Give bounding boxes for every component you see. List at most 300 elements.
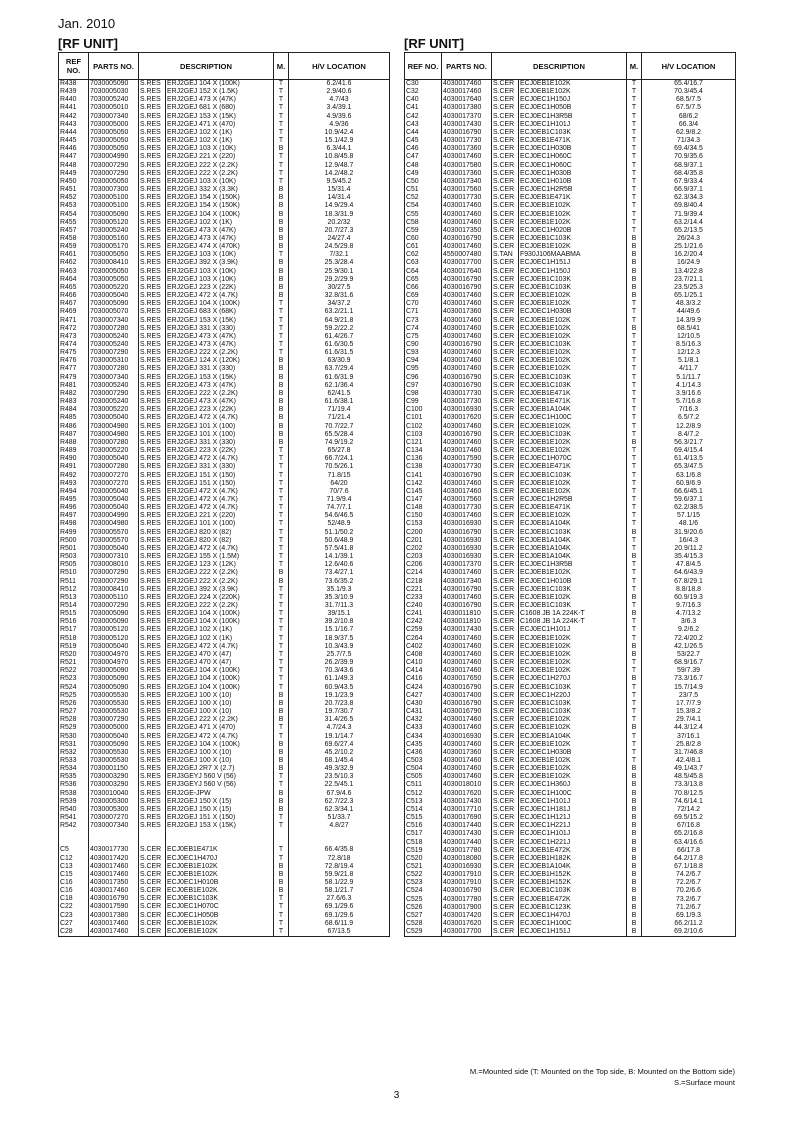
hv-location: 60.9/6.9 xyxy=(642,480,736,488)
parts-no: 4030017460 xyxy=(442,317,492,325)
hv-location: 32.8/31.6 xyxy=(289,292,390,300)
parts-no: 7030008010 xyxy=(89,561,139,569)
mount-side: B xyxy=(274,284,289,292)
mount-side: T xyxy=(627,480,642,488)
table-row xyxy=(405,341,736,349)
mount-side: T xyxy=(627,692,642,700)
ref-no: C74 xyxy=(405,325,442,333)
ref-no: C58 xyxy=(405,219,442,227)
description: ERJ2GEJ 151 X (150) xyxy=(166,472,274,480)
parts-no: 4030017460 xyxy=(442,724,492,732)
parts-no: 7030007290 xyxy=(89,170,139,178)
ref-no: C141 xyxy=(405,472,442,480)
mount-side: T xyxy=(627,219,642,227)
table-row xyxy=(405,292,736,300)
part-type: S.RES xyxy=(139,684,166,692)
ref-no: R441 xyxy=(59,104,89,112)
ref-no: R536 xyxy=(59,781,89,789)
hv-location: 29.2/29.9 xyxy=(289,276,390,284)
table-row xyxy=(405,912,736,920)
ref-no: R476 xyxy=(59,357,89,365)
parts-no: 7030004980 xyxy=(89,423,139,431)
ref-no: C73 xyxy=(405,317,442,325)
parts-no: 4030017560 xyxy=(442,186,492,194)
part-type: S.CER xyxy=(492,488,519,496)
table-row xyxy=(405,904,736,912)
table-row xyxy=(59,773,390,781)
ref-no: C18 xyxy=(59,895,89,903)
part-type: S.RES xyxy=(139,390,166,398)
parts-no: 7030005090 xyxy=(89,684,139,692)
ref-no: R521 xyxy=(59,659,89,667)
table-row xyxy=(59,765,390,773)
mount-side: T xyxy=(627,178,642,186)
ref-no: C42 xyxy=(405,113,442,121)
table-row xyxy=(405,162,736,170)
table-row xyxy=(59,374,390,382)
hv-location: 60.9/19.3 xyxy=(642,594,736,602)
table-row xyxy=(59,325,390,333)
description: ECJ0EB1E102K xyxy=(519,659,627,667)
description: ECJ0EC1H181J xyxy=(519,806,627,814)
table-row xyxy=(59,855,390,863)
hv-location: 66.7/24.1 xyxy=(289,455,390,463)
parts-no: 4030016790 xyxy=(442,708,492,716)
ref-no: R446 xyxy=(59,145,89,153)
parts-no: 7030007290 xyxy=(89,716,139,724)
hv-location: 20.7/23.8 xyxy=(289,700,390,708)
parts-no: 4030017430 xyxy=(442,121,492,129)
ref-no: C436 xyxy=(405,749,442,757)
left-parts-table xyxy=(58,52,390,937)
hv-location: 70.8/12.5 xyxy=(642,790,736,798)
parts-no: 4030017350 xyxy=(89,879,139,887)
description: ECJ0EC1H070C xyxy=(166,903,274,911)
part-type: S.CER xyxy=(492,839,519,847)
description: ECJ0EB1H152K xyxy=(519,871,627,879)
parts-no: 7030005090 xyxy=(89,80,139,89)
description: ERJ2GEJ 101 X (100) xyxy=(166,431,274,439)
description: ECJ0EB1E102K xyxy=(519,365,627,373)
mount-side: T xyxy=(274,602,289,610)
hv-location: 34/37.2 xyxy=(289,300,390,308)
parts-no: 7030004980 xyxy=(89,520,139,528)
ref-no: C100 xyxy=(405,406,442,414)
hv-location: 39.2/10.8 xyxy=(289,618,390,626)
parts-no: 7030005090 xyxy=(89,618,139,626)
hv-location: 20.9/11.2 xyxy=(642,545,736,553)
description: ECJ0EB1E102K xyxy=(519,594,627,602)
hv-location: 31.7/11.3 xyxy=(289,602,390,610)
parts-no: 4030017460 xyxy=(442,651,492,659)
ref-no: R457 xyxy=(59,227,89,235)
parts-no: 7030005090 xyxy=(89,667,139,675)
ref-no: R445 xyxy=(59,137,89,145)
part-type: S.RES xyxy=(139,219,166,227)
mount-side: T xyxy=(627,365,642,373)
hv-location: 23.5/10.3 xyxy=(289,773,390,781)
table-row xyxy=(59,733,390,741)
ref-no: R450 xyxy=(59,178,89,186)
table-row xyxy=(59,455,390,463)
table-row xyxy=(405,104,736,112)
hv-location: 59/7.39 xyxy=(642,667,736,675)
mount-side: T xyxy=(627,121,642,129)
table-row xyxy=(59,708,390,716)
part-type: S.RES xyxy=(139,333,166,341)
parts-no: 4030016790 xyxy=(442,602,492,610)
description: ECJ0EC1H270J xyxy=(519,675,627,683)
hv-location: 58.1/21.7 xyxy=(289,887,390,895)
hv-location: 6.2/41.6 xyxy=(289,80,390,89)
hv-location: 7/32.1 xyxy=(289,251,390,259)
parts-no: 4030016790 xyxy=(442,341,492,349)
table-row xyxy=(59,96,390,104)
parts-no: 4030016790 xyxy=(442,129,492,137)
table-row xyxy=(405,741,736,749)
hv-location: 3.9/16.6 xyxy=(642,390,736,398)
hv-location: 12.9/48.7 xyxy=(289,162,390,170)
mount-side: T xyxy=(627,578,642,586)
table-row xyxy=(405,113,736,121)
table-row xyxy=(405,773,736,781)
description: ECJ0EB1A104K xyxy=(519,406,627,414)
table-row xyxy=(59,830,390,838)
hv-location: 61.6/38.1 xyxy=(289,398,390,406)
description: ERJ2GEJ 473 X (47K) xyxy=(166,227,274,235)
hv-location xyxy=(289,838,390,846)
parts-no: 7030005040 xyxy=(89,496,139,504)
part-type: S.CER xyxy=(492,708,519,716)
parts-no: 4030017580 xyxy=(442,162,492,170)
table-row xyxy=(59,357,390,365)
description: ECJ0EC1H151J xyxy=(519,259,627,267)
mount-side: B xyxy=(627,887,642,895)
mount-side: B xyxy=(274,276,289,284)
ref-no: R494 xyxy=(59,488,89,496)
description: F930J106MAABMA xyxy=(519,251,627,259)
hv-location: 69.4/34.5 xyxy=(642,145,736,153)
part-type: S.CER xyxy=(492,243,519,251)
mount-side: T xyxy=(627,700,642,708)
part-type: S.RES xyxy=(139,733,166,741)
mount-side: T xyxy=(274,170,289,178)
mount-side: B xyxy=(274,259,289,267)
mount-side: T xyxy=(274,349,289,357)
ref-no: C147 xyxy=(405,496,442,504)
mount-side: T xyxy=(274,895,289,903)
parts-no: 7030010040 xyxy=(89,790,139,798)
part-type: S.RES xyxy=(139,822,166,830)
parts-no: 7030005120 xyxy=(89,626,139,634)
table-row xyxy=(59,586,390,594)
table-row xyxy=(59,863,390,871)
hv-location: 14.3/9.9 xyxy=(642,317,736,325)
table-row xyxy=(405,545,736,553)
description: ERJ2GEJ 222 X (2.2K) xyxy=(166,162,274,170)
part-type: S.CER xyxy=(492,357,519,365)
description: ERJ2GEJ 222 X (2.2K) xyxy=(166,602,274,610)
parts-no: 7030007280 xyxy=(89,439,139,447)
mount-side: T xyxy=(627,317,642,325)
parts-no: 4030017460 xyxy=(442,365,492,373)
ref-no: R466 xyxy=(59,292,89,300)
mount-side: T xyxy=(274,724,289,732)
parts-no: 7030007270 xyxy=(89,472,139,480)
hv-location: 48.5/45.8 xyxy=(642,773,736,781)
parts-no: 4030016930 xyxy=(442,406,492,414)
table-row xyxy=(59,667,390,675)
part-type: S.RES xyxy=(139,121,166,129)
hv-location: 9.7/16.3 xyxy=(642,602,736,610)
mount-side: B xyxy=(274,235,289,243)
parts-no: 4030017620 xyxy=(442,920,492,928)
part-type: S.RES xyxy=(139,798,166,806)
description: ERJ2GEJ 222 X (2.2K) xyxy=(166,569,274,577)
table-row xyxy=(59,659,390,667)
part-type: S.RES xyxy=(139,423,166,431)
hv-location: 69.1/9.3 xyxy=(642,912,736,920)
part-type: S.RES xyxy=(139,488,166,496)
ref-no: R449 xyxy=(59,170,89,178)
description: ERJ2GEJ 331 X (330) xyxy=(166,463,274,471)
parts-no: 4030016790 xyxy=(442,887,492,895)
parts-no: 7030005090 xyxy=(89,300,139,308)
description: ECJ0EB1E471K xyxy=(519,504,627,512)
table-row xyxy=(59,186,390,194)
hv-location: 67/16.8 xyxy=(642,822,736,830)
ref-no: R490 xyxy=(59,455,89,463)
hv-location: 71/19.4 xyxy=(289,406,390,414)
part-type: S.CER xyxy=(492,781,519,789)
parts-no: 7030008410 xyxy=(89,586,139,594)
hv-location: 19.7/30.7 xyxy=(289,708,390,716)
parts-no: 4030016790 xyxy=(442,235,492,243)
parts-no: 4030016930 xyxy=(442,545,492,553)
parts-no: 4030017360 xyxy=(442,145,492,153)
hv-location: 22.5/45.1 xyxy=(289,781,390,789)
table-row xyxy=(59,529,390,537)
ref-no: C264 xyxy=(405,635,442,643)
mount-side: T xyxy=(627,618,642,626)
mount-side: B xyxy=(627,879,642,887)
hv-location: 63.1/6.8 xyxy=(642,472,736,480)
hv-location: 45.2/10.2 xyxy=(289,749,390,757)
description: ECJ0EB1H152K xyxy=(519,879,627,887)
ref-no: C15 xyxy=(59,871,89,879)
ref-no: R493 xyxy=(59,480,89,488)
parts-no: 4030017900 xyxy=(442,904,492,912)
hv-location: 30/27.5 xyxy=(289,284,390,292)
parts-no: 7030007280 xyxy=(89,365,139,373)
ref-no: C408 xyxy=(405,651,442,659)
hv-location: 68.9/37.1 xyxy=(642,162,736,170)
description: ERJ2GEJ 152 X (1.5K) xyxy=(166,88,274,96)
parts-no: 7030005240 xyxy=(89,398,139,406)
ref-no: R491 xyxy=(59,463,89,471)
description: ERJ2GEJ 471 X (470) xyxy=(166,724,274,732)
parts-no: 4030017690 xyxy=(442,814,492,822)
table-row xyxy=(405,830,736,838)
mount-side: T xyxy=(627,635,642,643)
hv-location: 42.4/8.1 xyxy=(642,757,736,765)
hv-location: 57.5/41.8 xyxy=(289,545,390,553)
parts-no: 4030017590 xyxy=(89,903,139,911)
description: ECJ0EB1E102K xyxy=(519,488,627,496)
mount-side: T xyxy=(627,227,642,235)
part-type: S.RES xyxy=(139,659,166,667)
parts-no: 4030017700 xyxy=(442,259,492,267)
parts-no: 7030007280 xyxy=(89,325,139,333)
part-type: S.RES xyxy=(139,170,166,178)
hv-location: 13.4/22.8 xyxy=(642,268,736,276)
hv-location: 37/16.1 xyxy=(642,733,736,741)
part-type: S.RES xyxy=(139,162,166,170)
table-row xyxy=(405,651,736,659)
mount-side: T xyxy=(274,96,289,104)
part-type: S.RES xyxy=(139,186,166,194)
mount-side: B xyxy=(274,806,289,814)
col-header-description: DESCRIPTION xyxy=(139,53,274,80)
part-type: S.CER xyxy=(492,211,519,219)
table-row xyxy=(405,896,736,904)
description: ECJ0EC1H030B xyxy=(519,308,627,316)
ref-no: C40 xyxy=(405,96,442,104)
ref-no: R500 xyxy=(59,537,89,545)
table-row xyxy=(405,887,736,895)
hv-location: 29.7/4.1 xyxy=(642,716,736,724)
parts-no: 4030017460 xyxy=(442,292,492,300)
part-type: S.CER xyxy=(492,545,519,553)
description: ECJ0EB1E471K xyxy=(519,194,627,202)
table-row xyxy=(405,423,736,431)
table-row xyxy=(405,708,736,716)
table-row xyxy=(59,512,390,520)
ref-no: R471 xyxy=(59,317,89,325)
mount-side: B xyxy=(627,806,642,814)
description: ERJ2GEJ 101 X (100) xyxy=(166,423,274,431)
hv-location: 20.2/32 xyxy=(289,219,390,227)
table-row xyxy=(59,472,390,480)
parts-no: 4030017340 xyxy=(442,578,492,586)
description: ERJ2GEJ 224 X (220K) xyxy=(166,594,274,602)
table-row xyxy=(405,170,736,178)
table-row xyxy=(405,137,736,145)
part-type: S.RES xyxy=(139,618,166,626)
ref-no: R444 xyxy=(59,129,89,137)
mount-side: T xyxy=(274,104,289,112)
mount-side: B xyxy=(274,390,289,398)
ref-no: C50 xyxy=(405,178,442,186)
hv-location: 25.1/21.6 xyxy=(642,243,736,251)
description: ERJ2GEJ 102 X (1K) xyxy=(166,635,274,643)
part-type: S.CER xyxy=(492,349,519,357)
parts-no: 4030017460 xyxy=(442,765,492,773)
ref-no: C41 xyxy=(405,104,442,112)
parts-no: 4030017590 xyxy=(442,455,492,463)
table-row xyxy=(59,643,390,651)
description: ECJ0EB1E102K xyxy=(166,887,274,895)
table-row xyxy=(405,692,736,700)
hv-location: 44/49.6 xyxy=(642,308,736,316)
parts-no: 7030004980 xyxy=(89,431,139,439)
table-row xyxy=(59,308,390,316)
parts-no: 7030005040 xyxy=(89,733,139,741)
part-type: S.RES xyxy=(139,496,166,504)
table-row xyxy=(405,414,736,422)
description: ERJ2GEJ 155 X (1.5M) xyxy=(166,553,274,561)
ref-no: R461 xyxy=(59,251,89,259)
parts-no: 4030017460 xyxy=(442,512,492,520)
mount-side: B xyxy=(627,790,642,798)
table-row xyxy=(59,700,390,708)
part-type: S.CER xyxy=(492,325,519,333)
table-row xyxy=(59,920,390,928)
part-type: S.CER xyxy=(492,928,519,937)
mount-side: T xyxy=(274,162,289,170)
ref-no: R479 xyxy=(59,374,89,382)
parts-no: 4030017460 xyxy=(442,447,492,455)
description: ECJ0EC1H360J xyxy=(519,781,627,789)
mount-side: T xyxy=(627,431,642,439)
parts-no: 7030005100 xyxy=(89,194,139,202)
description: ECJ0EB1E471K xyxy=(166,846,274,854)
description: ECJ0EC1H030B xyxy=(519,170,627,178)
ref-no: R455 xyxy=(59,219,89,227)
ref-no: R439 xyxy=(59,88,89,96)
ref-no: C27 xyxy=(59,920,89,928)
hv-location: 69.1/29.6 xyxy=(289,912,390,920)
parts-no: 4030017560 xyxy=(442,496,492,504)
mount-side: T xyxy=(627,129,642,137)
table-row xyxy=(59,219,390,227)
surface-mount-note: S.=Surface mount xyxy=(674,1078,735,1087)
ref-no: R514 xyxy=(59,602,89,610)
description: ERJ2GEJ 153 X (15K) xyxy=(166,374,274,382)
table-row xyxy=(405,80,736,89)
mount-side: B xyxy=(274,268,289,276)
ref-no: C30 xyxy=(405,80,442,89)
mount-side: T xyxy=(627,520,642,528)
ref-no: C529 xyxy=(405,928,442,937)
hv-location: 63.4/16.6 xyxy=(642,839,736,847)
description: ECJ0EC1H100C xyxy=(519,920,627,928)
hv-location: 31.7/46.8 xyxy=(642,749,736,757)
description: ERJ2GEJ 102 X (1K) xyxy=(166,137,274,145)
part-type: S.CER xyxy=(492,104,519,112)
description: ERJ2GEJ 104 X (100K) xyxy=(166,610,274,618)
mount-side: T xyxy=(274,903,289,911)
part-type: S.CER xyxy=(492,259,519,267)
ref-no: C99 xyxy=(405,398,442,406)
mount-side: T xyxy=(274,675,289,683)
part-type: S.RES xyxy=(139,194,166,202)
mount-side: B xyxy=(274,700,289,708)
table-row xyxy=(59,80,390,89)
table-row xyxy=(405,276,736,284)
mount-side: T xyxy=(274,178,289,186)
ref-no: R541 xyxy=(59,814,89,822)
hv-location: 72.2/6.7 xyxy=(642,879,736,887)
description: ERJ2GEJ 473 X (47K) xyxy=(166,341,274,349)
hv-location: 15.1/42.9 xyxy=(289,137,390,145)
part-type: S.RES xyxy=(139,325,166,333)
ref-no: C48 xyxy=(405,162,442,170)
description: ERJ2GEJ 154 X (150K) xyxy=(166,194,274,202)
ref-no: C16 xyxy=(59,879,89,887)
ref-no: C214 xyxy=(405,569,442,577)
mount-side: T xyxy=(627,211,642,219)
